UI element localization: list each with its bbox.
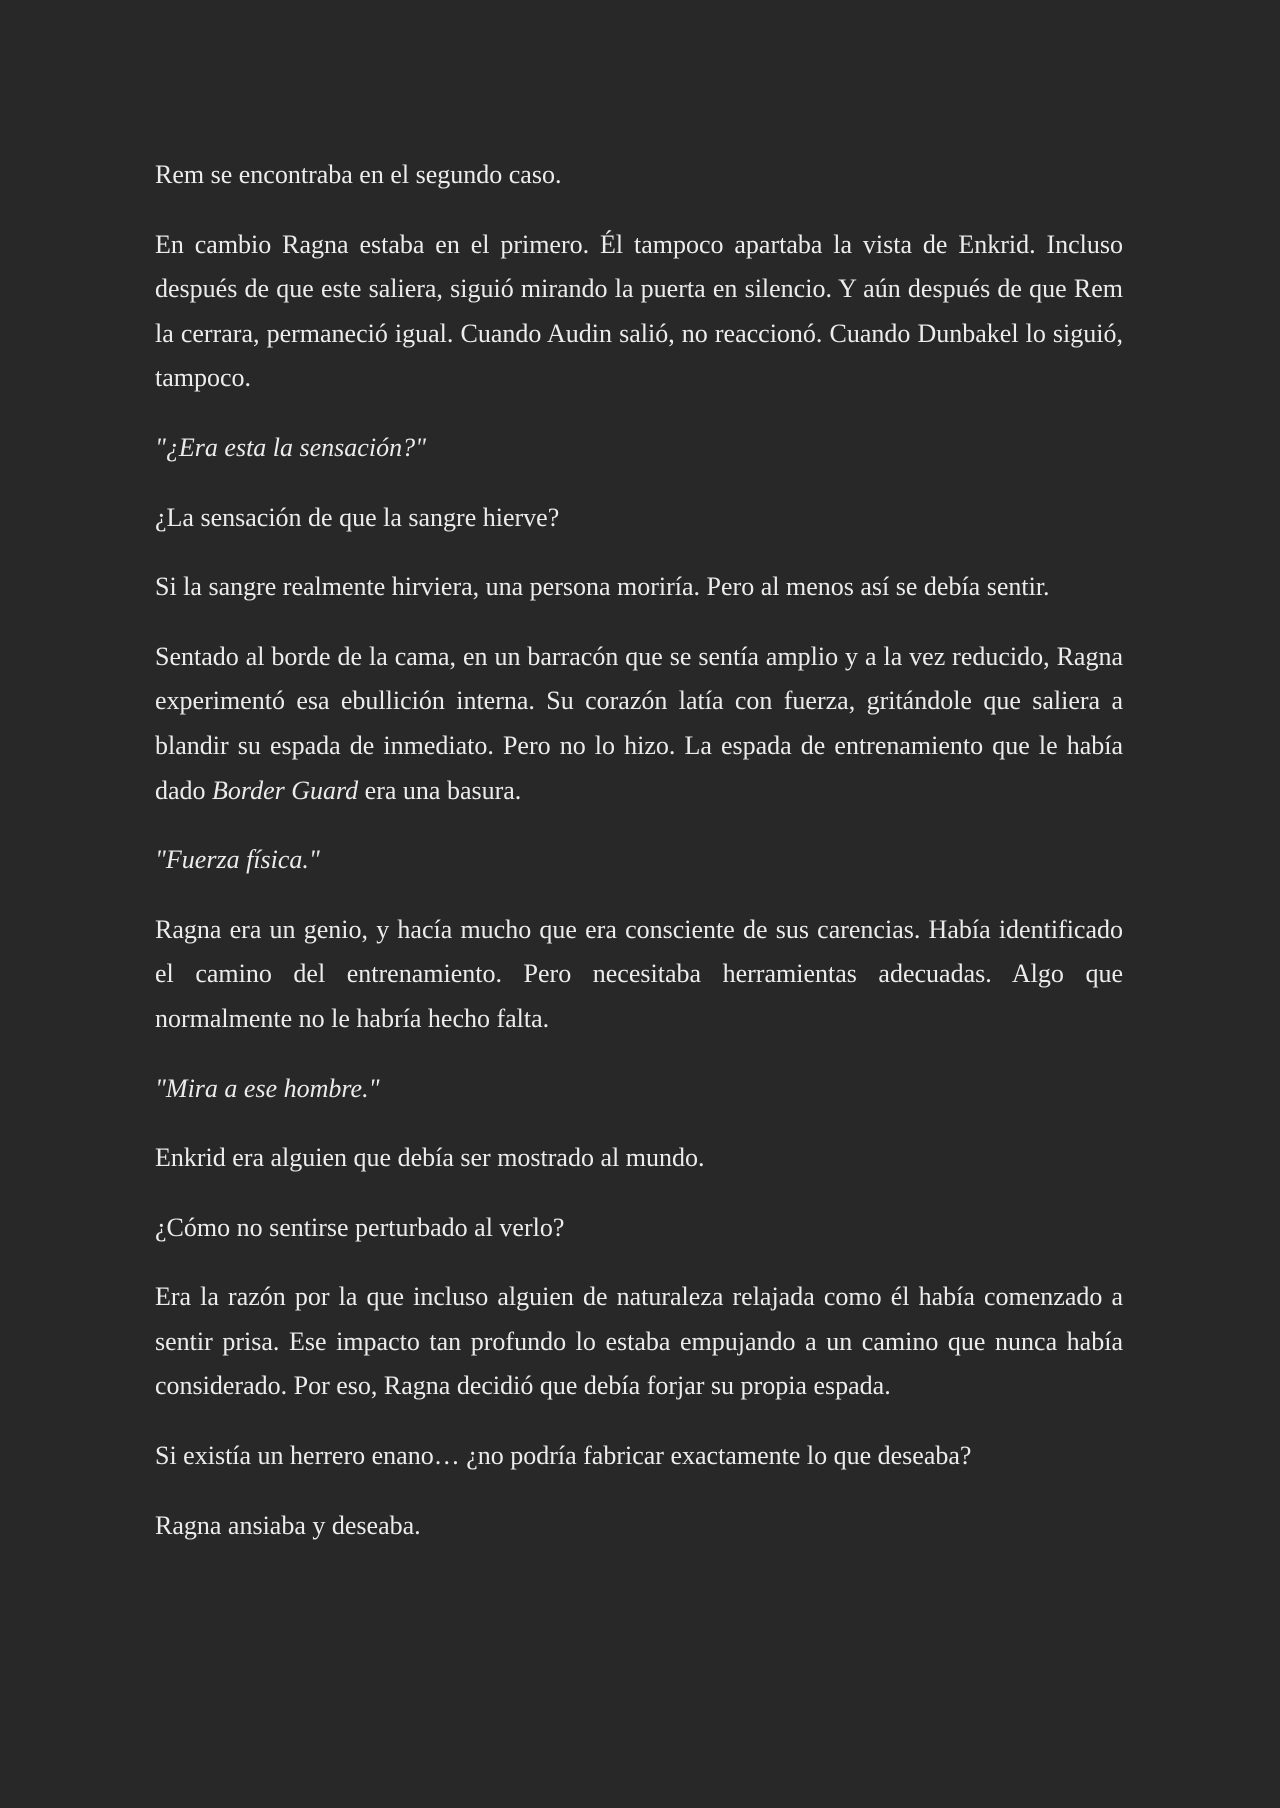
italic-quote-text: "Fuerza física." bbox=[155, 845, 320, 875]
paragraph-italic-quote bbox=[155, 838, 1123, 883]
paragraph: ¿La sensación de que la sangre hierve? bbox=[155, 502, 560, 532]
paragraph: Enkrid era alguien que debía ser mostrado al mundo. bbox=[155, 1143, 705, 1173]
paragraph-text: Sentado al borde de la cama, en un barracón que se sentía amplio y a la vez reducido, Ragna experimentó esa ebullición interna. Su corazón latía con fuerza, gritándole que saliera a blandir su espada de inmediato. Pero no lo hizo. La espada de entrenamiento que le había dado bbox=[155, 641, 1123, 805]
paragraph-italic-quote bbox=[155, 1067, 1123, 1112]
emphasized-text: Border Guard bbox=[212, 775, 359, 805]
paragraph-text: era una basura. bbox=[358, 775, 522, 805]
chapter-text bbox=[155, 153, 1123, 1573]
paragraph: En cambio Ragna estaba en el primero. Él tampoco apartaba la vista de Enkrid. Incluso después de que este saliera, siguió mirando la puerta en silencio. Y aún después de que Rem la cerrara, permaneció igual. Cuando Audin salió, no reaccionó. Cuando Dunbakel lo siguió, tampoco. bbox=[155, 229, 1123, 393]
paragraph-italic-quote bbox=[155, 426, 1123, 471]
paragraph: Si existía un herrero enano… ¿no podría fabricar exactamente lo que deseaba? bbox=[155, 1441, 972, 1471]
italic-quote-text: "¿Era esta la sensación?" bbox=[155, 432, 426, 462]
paragraph bbox=[155, 635, 1123, 813]
paragraph: Ragna ansiaba y deseaba. bbox=[155, 1510, 421, 1540]
paragraph: ¿Cómo no sentirse perturbado al verlo? bbox=[155, 1212, 565, 1242]
italic-quote-text: "Mira a ese hombre." bbox=[155, 1073, 380, 1103]
paragraph: Ragna era un genio, y hacía mucho que era consciente de sus carencias. Había identificado el camino del entrenamiento. Pero necesitaba herramientas adecuadas. Algo que normalmente no le habría hecho falta. bbox=[155, 914, 1123, 1033]
paragraph: Era la razón por la que incluso alguien de naturaleza relajada como él había comenzado a sentir prisa. Ese impacto tan profundo lo estaba empujando a un camino que nunca había considerado. Por eso, Ragna decidió que debía forjar su propia espada. bbox=[155, 1282, 1123, 1401]
paragraph: Rem se encontraba en el segundo caso. bbox=[155, 160, 562, 189]
paragraph: Si la sangre realmente hirviera, una persona moriría. Pero al menos así se debía sentir. bbox=[155, 572, 1050, 602]
